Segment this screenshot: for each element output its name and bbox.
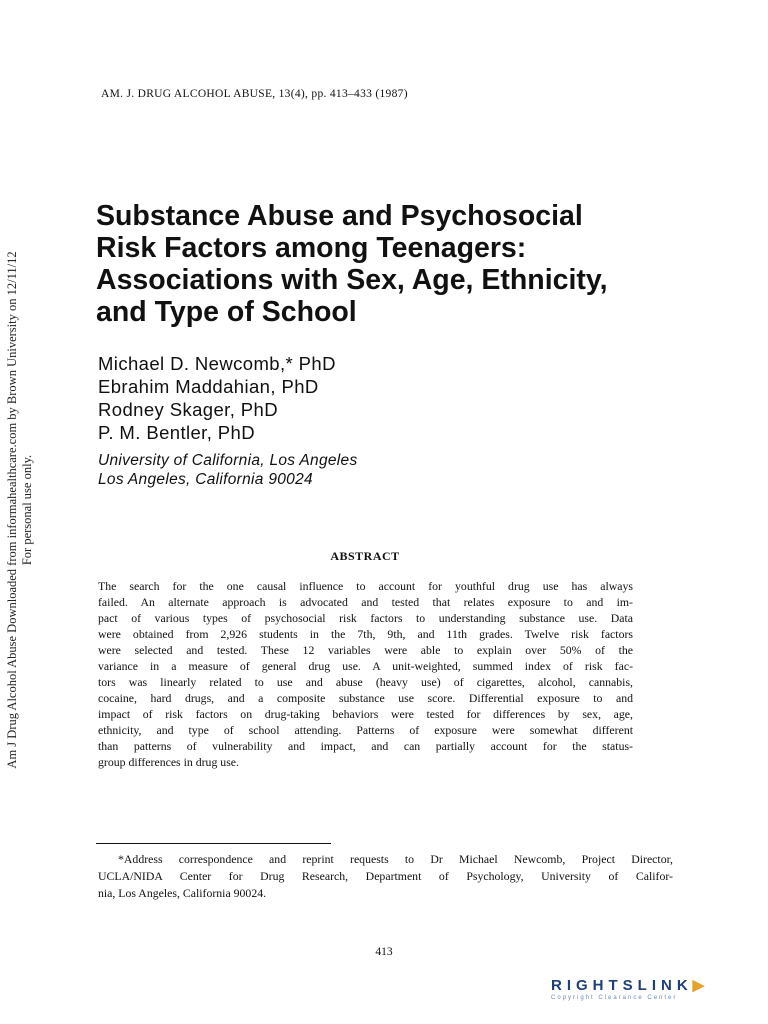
rightslink-badge[interactable]: [551, 976, 751, 1001]
rightslink-tagline: Copyright Clearance Center: [551, 995, 678, 1001]
journal-header: AM. J. DRUG ALCOHOL ABUSE, 13(4), pp. 413–433 (1987): [101, 88, 408, 100]
abstract-line: group differences in drug use.: [98, 755, 239, 769]
play-arrow-icon: ▶: [692, 977, 705, 994]
footnote-line: UCLA/NIDA Center for Drug Research, Department of Psychology, University of Califor-: [98, 869, 673, 883]
author: Ebrahim Maddahian, PhD: [98, 376, 319, 397]
author: P. M. Bentler, PhD: [98, 422, 255, 443]
title-line: and Type of School: [96, 296, 357, 328]
author-list: [98, 352, 336, 444]
abstract-line: ethnicity, and type of school attending. Patterns of exposure were somewhat different: [98, 723, 633, 737]
abstract-line: impact of risk factors on drug-taking behaviors were tested for differences by sex, age,: [98, 707, 633, 721]
abstract-line: failed. An alternate approach is advocated and tested that relates exposure to and im-: [98, 595, 633, 609]
author: Rodney Skager, PhD: [98, 399, 278, 420]
abstract-line: cocaine, hard drugs, and a composite substance use score. Differential exposure to and: [98, 691, 633, 705]
author: Michael D. Newcomb,* PhD: [98, 353, 336, 374]
rightslink-logo: [551, 976, 751, 994]
title-line: Substance Abuse and Psychosocial: [96, 200, 583, 232]
abstract-line: variance in a measure of general drug use. A unit-weighted, summed index of risk fac-: [98, 659, 633, 673]
abstract-heading: ABSTRACT: [330, 549, 400, 563]
download-notice-line1: Am J Drug Alcohol Abuse Downloaded from informahealthcare.com by Brown University on 12/11/12: [5, 251, 19, 769]
page-number: 413: [375, 946, 393, 958]
rightslink-logo-text: RIGHTSLINK: [551, 977, 693, 994]
affiliation-line: University of California, Los Angeles: [98, 452, 358, 469]
abstract-line: The search for the one causal influence to account for youthful drug use has always: [98, 579, 633, 593]
abstract-line: were selected and tested. These 12 variables were able to explain over 50% of the: [98, 643, 633, 657]
download-notice-line2: For personal use only.: [20, 454, 34, 566]
footnote-line: *Address correspondence and reprint requests to Dr Michael Newcomb, Project Director,: [118, 852, 673, 866]
title-line: Associations with Sex, Age, Ethnicity,: [96, 264, 608, 296]
abstract-line: were obtained from 2,926 students in the 7th, 9th, and 11th grades. Twelve risk factors: [98, 627, 633, 641]
footnote-divider: [96, 843, 331, 844]
footnote: [98, 851, 673, 902]
title-line: Risk Factors among Teenagers:: [96, 232, 527, 264]
abstract-line: pact of various types of psychosocial risk factors to understanding substance use. Data: [98, 611, 633, 625]
abstract-body: [98, 578, 633, 770]
affiliation: [98, 451, 358, 489]
footnote-line: nia, Los Angeles, California 90024.: [98, 886, 267, 900]
abstract-line: than patterns of vulnerability and impact, and can partially account for the status-: [98, 739, 633, 753]
abstract-line: tors was linearly related to use and abuse (heavy use) of cigarettes, alcohol, cannabis,: [98, 675, 633, 689]
affiliation-line: Los Angeles, California 90024: [98, 471, 313, 488]
article-title: [96, 200, 716, 328]
